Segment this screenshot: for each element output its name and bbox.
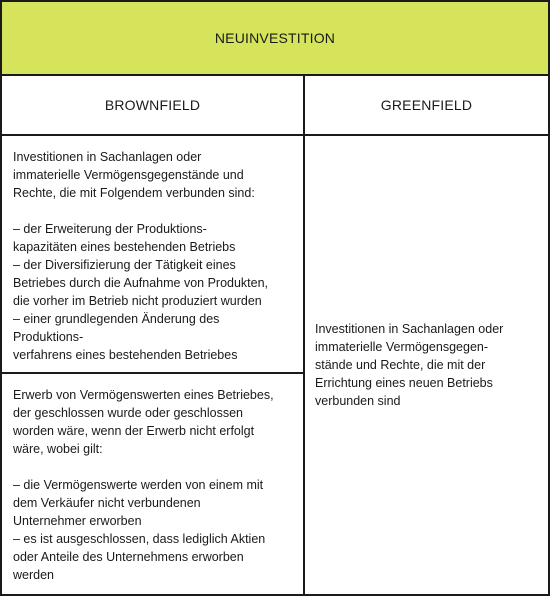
brownfield-column-header	[0, 74, 305, 136]
table-header	[0, 0, 550, 76]
greenfield-cell	[303, 134, 550, 596]
greenfield-column-header	[303, 74, 550, 136]
greenfield-title: GREENFIELD	[380, 97, 473, 113]
brownfield-text-1: Investitionen in Sachanlagen oder immaterielle Vermögensgegenstände und Rechte, die mit Folgendem verbunden sind: – der Erweiterung der Produktions- kapazitäten eines bestehenden Betriebs – der Diversifizierung der Tätigkeit eines Betriebes durch die Aufnahme von Produkten, die vorher im Betrieb nicht produziert wurden – einer grundlegenden Änderung des Produktions- verfahrens eines bestehenden Betriebes	[13, 150, 269, 362]
brownfield-cell-2	[0, 372, 305, 596]
brownfield-cell-1	[0, 134, 305, 374]
brownfield-text-2: Erwerb von Vermögenswerten eines Betriebes, der geschlossen wurde oder geschlossen worden wäre, wenn der Erwerb nicht erfolgt wäre, wobei gilt: – die Vermögenswerte werden von einem mit dem Verkäufer nicht verbundenen Unternehmer erworben – es ist ausgeschlossen, dass lediglich Aktien oder Anteile des Unternehmens erworben werden	[13, 388, 274, 582]
table-title: NEUINVESTITION	[214, 30, 336, 46]
brownfield-title: BROWNFIELD	[104, 97, 201, 113]
greenfield-text: Investitionen in Sachanlagen oder immaterielle Vermögensgegen- stände und Rechte, die mit der Errichtung eines neuen Betriebs verbunden sind	[315, 322, 504, 408]
